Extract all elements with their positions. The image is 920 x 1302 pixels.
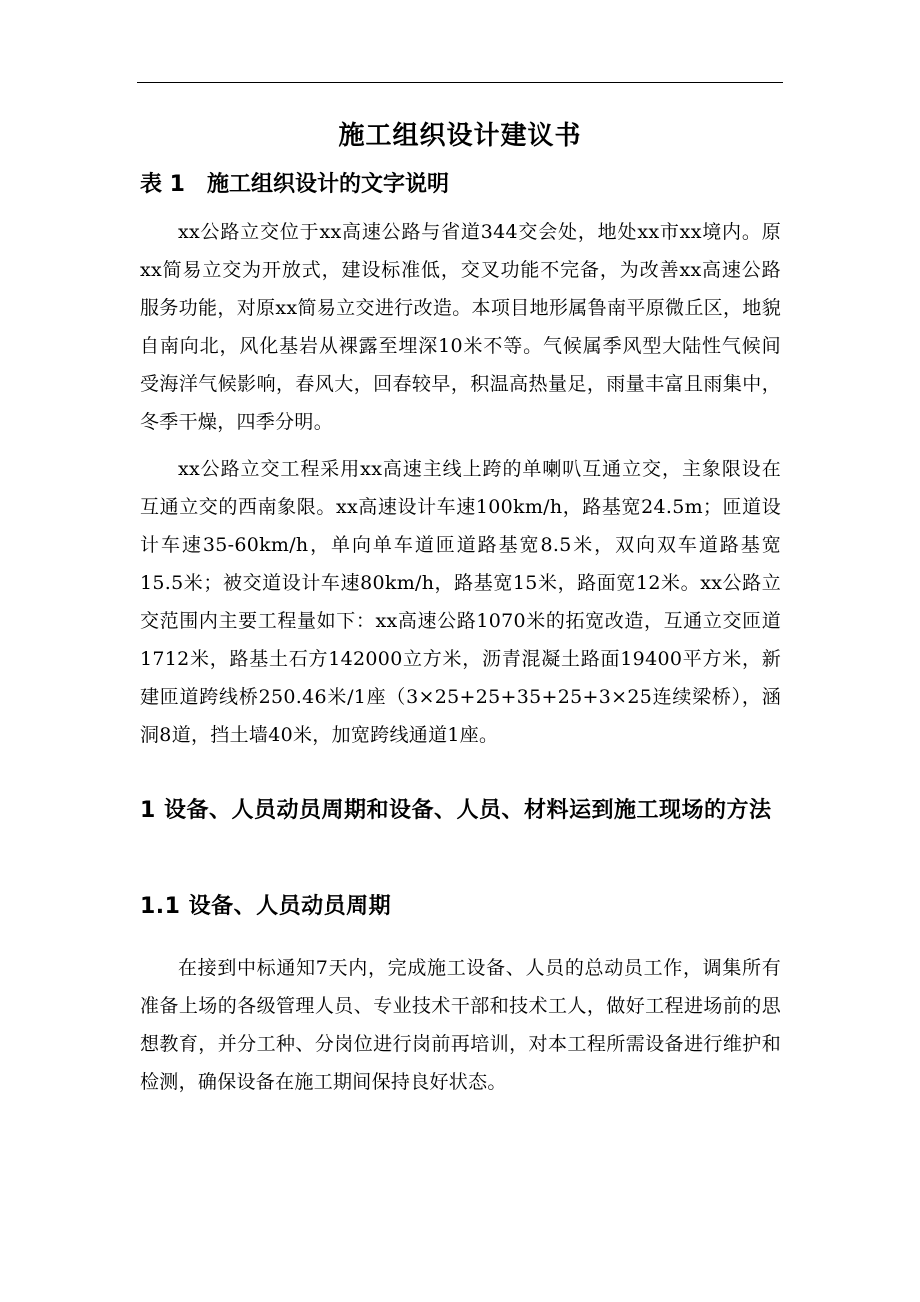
body-paragraph-scope: xx公路立交工程采用xx高速主线上跨的单喇叭互通立交，主象限设在互通立交的西南象限。xx高速设计车速100km/h，路基宽24.5m；匝道设计车速35-60km/h，单向单车道匝道路基宽8.5米，双向双车道路基宽15.5米；被交道设计车速80km/h，路基宽15米，路面宽12米。xx公路立交范围内主要工程量如下：xx高速公路1070米的拓宽改造，互通立交匝道1712米，路基土石方142000立方米，沥青混凝土路面19400平方米，新建匝道跨线桥250.46米/1座（3×25+25+35+25+3×25连续梁桥），涵洞8道，挡土墙40米，加宽跨线通道1座。	[140, 458, 781, 746]
section-heading-1: 1 设备、人员动员周期和设备、人员、材料运到施工现场的方法	[140, 798, 772, 823]
table-heading: 表 1 施工组织设计的文字说明	[140, 172, 449, 197]
body-paragraph-mobilization: 在接到中标通知7天内，完成施工设备、人员的总动员工作，调集所有准备上场的各级管理人员、专业技术干部和技术工人，做好工程进场前的思想教育，并分工种、分岗位进行岗前再培训，对本工程所需设备进行维护和检测，确保设备在施工期间保持良好状态。	[140, 957, 781, 1093]
page-title: 施工组织设计建议书	[338, 121, 582, 151]
body-paragraph-location: xx公路立交位于xx高速公路与省道344交会处，地处xx市xx境内。原xx简易立交为开放式，建设标准低，交叉功能不完备，为改善xx高速公路服务功能，对原xx简易立交进行改造。本项目地形属鲁南平原微丘区，地貌自南向北，风化基岩从裸露至埋深10米不等。气候属季风型大陆性气候间受海洋气候影响，春风大，回春较早，积温高热量足，雨量丰富且雨集中，冬季干燥，四季分明。	[140, 221, 781, 433]
header-rule	[137, 82, 783, 83]
section-heading-1-1: 1.1 设备、人员动员周期	[140, 894, 392, 919]
